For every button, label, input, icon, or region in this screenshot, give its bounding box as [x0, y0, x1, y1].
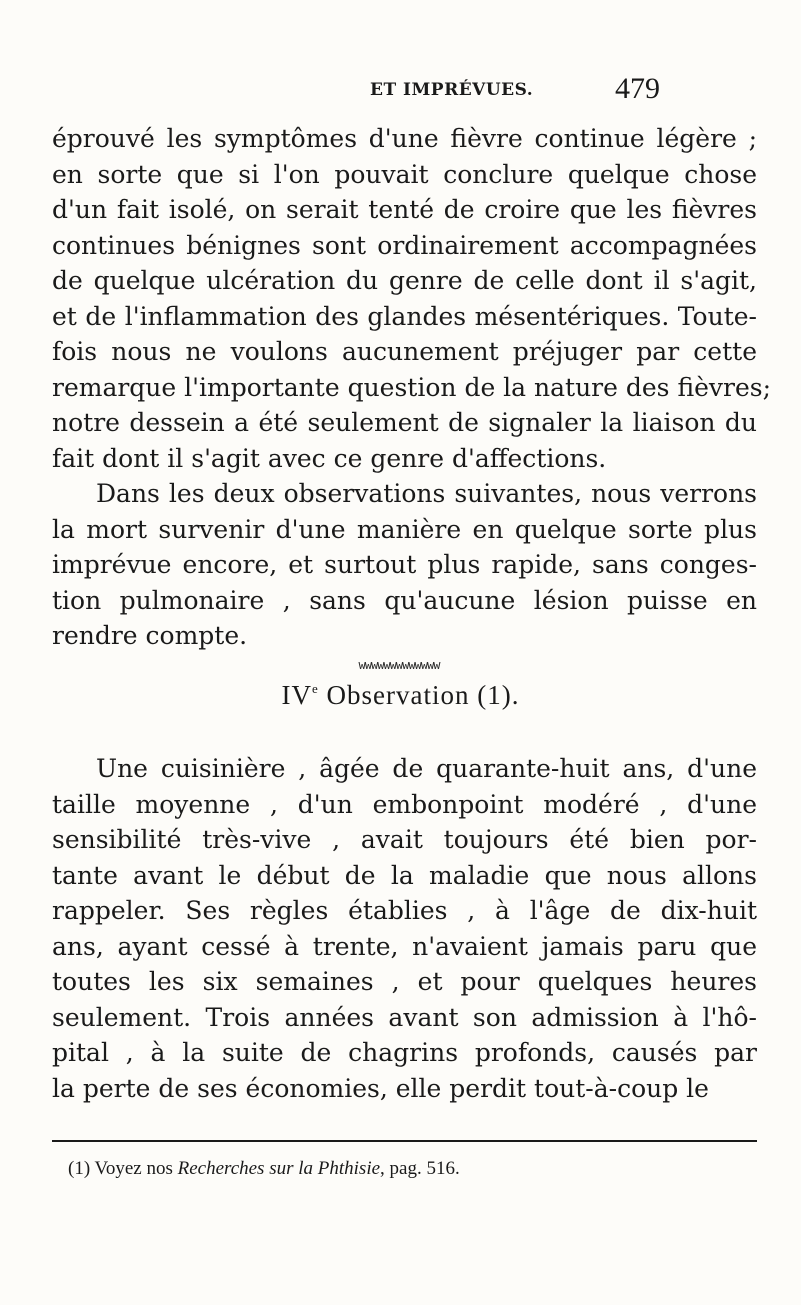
paragraph-transition [52, 476, 757, 654]
section-number-suffix: e [312, 681, 319, 696]
footnote-rule [52, 1140, 757, 1142]
text-line: d'un fait isolé, on serait tenté de croire que les fièvres [52, 195, 757, 224]
footnote-cited-title: Recherches sur la Phthisie [177, 1158, 381, 1179]
ornamental-divider: wwwwwwwwwwwww [358, 658, 440, 672]
paragraph [52, 121, 772, 476]
text-line: seulement. Trois années avant son admission à l'hô- [52, 1002, 757, 1032]
footnote [68, 1158, 460, 1180]
paragraph [52, 476, 757, 654]
text-line: de quelque ulcération du genre de celle dont il s'agit, [52, 266, 757, 295]
text-line: rappeler. Ses règles établies , à l'âge de dix-huit [52, 896, 757, 925]
text-line: tante avant le début de la maladie que nous allons [52, 860, 757, 890]
text-line: notre dessein a été seulement de signaler la liaison du [52, 408, 757, 437]
text-line: ans, ayant cessé à trente, n'avaient jamais paru que [52, 931, 757, 961]
text-line: continues bénignes sont ordinairement accompagnées [52, 230, 757, 260]
text-line: imprévue encore, et surtout plus rapide, sans conges- [52, 550, 757, 579]
text-line: la perte de ses économies, elle perdit tout-à-coup le [52, 1073, 709, 1103]
text-line: toutes les six semaines , et pour quelques heures [52, 967, 757, 996]
text-line: fois nous ne voulons aucunement préjuger par cette [52, 337, 757, 366]
text-line: tion pulmonaire , sans qu'aucune lésion puisse en [52, 585, 757, 615]
section-number: IV [281, 680, 312, 710]
text-line: rendre compte. [52, 621, 248, 650]
section-heading [0, 680, 801, 711]
text-line: la mort survenir d'une manière en quelque sorte plus [52, 514, 757, 544]
text-line: pital , à la suite de chagrins profonds, causés par [52, 1038, 757, 1067]
text-line: Une cuisinière , âgée de quarante-huit ans, d'une [96, 754, 757, 783]
text-line: fait dont il s'agit avec ce genre d'affections. [52, 443, 607, 473]
text-line: remarque l'importante question de la nature des fièvres; [52, 372, 772, 402]
text-line: taille moyenne , d'un embonpoint modéré , d'une [52, 789, 757, 819]
text-line: en sorte que si l'on pouvait conclure quelque chose [52, 159, 757, 189]
running-title: ET IMPRÉVUES. [370, 80, 534, 100]
page-number: 479 [615, 72, 660, 105]
paragraph-observation [52, 751, 757, 1106]
footnote-prefix: (1) Voyez nos [68, 1158, 178, 1179]
paragraph [52, 751, 757, 1106]
text-line: et de l'inflammation des glandes mésentériques. Toute- [52, 301, 757, 331]
paragraph-continuation [52, 121, 772, 476]
text-line: éprouvé les symptômes d'une fièvre continue légère ; [52, 124, 757, 153]
footnote-suffix: , pag. 516. [380, 1158, 460, 1179]
text-line: sensibilité très-vive , avait toujours été bien por- [52, 825, 757, 854]
running-head [0, 72, 801, 112]
text-line: Dans les deux observations suivantes, nous verrons [96, 479, 757, 508]
section-title: Observation (1). [326, 680, 520, 710]
